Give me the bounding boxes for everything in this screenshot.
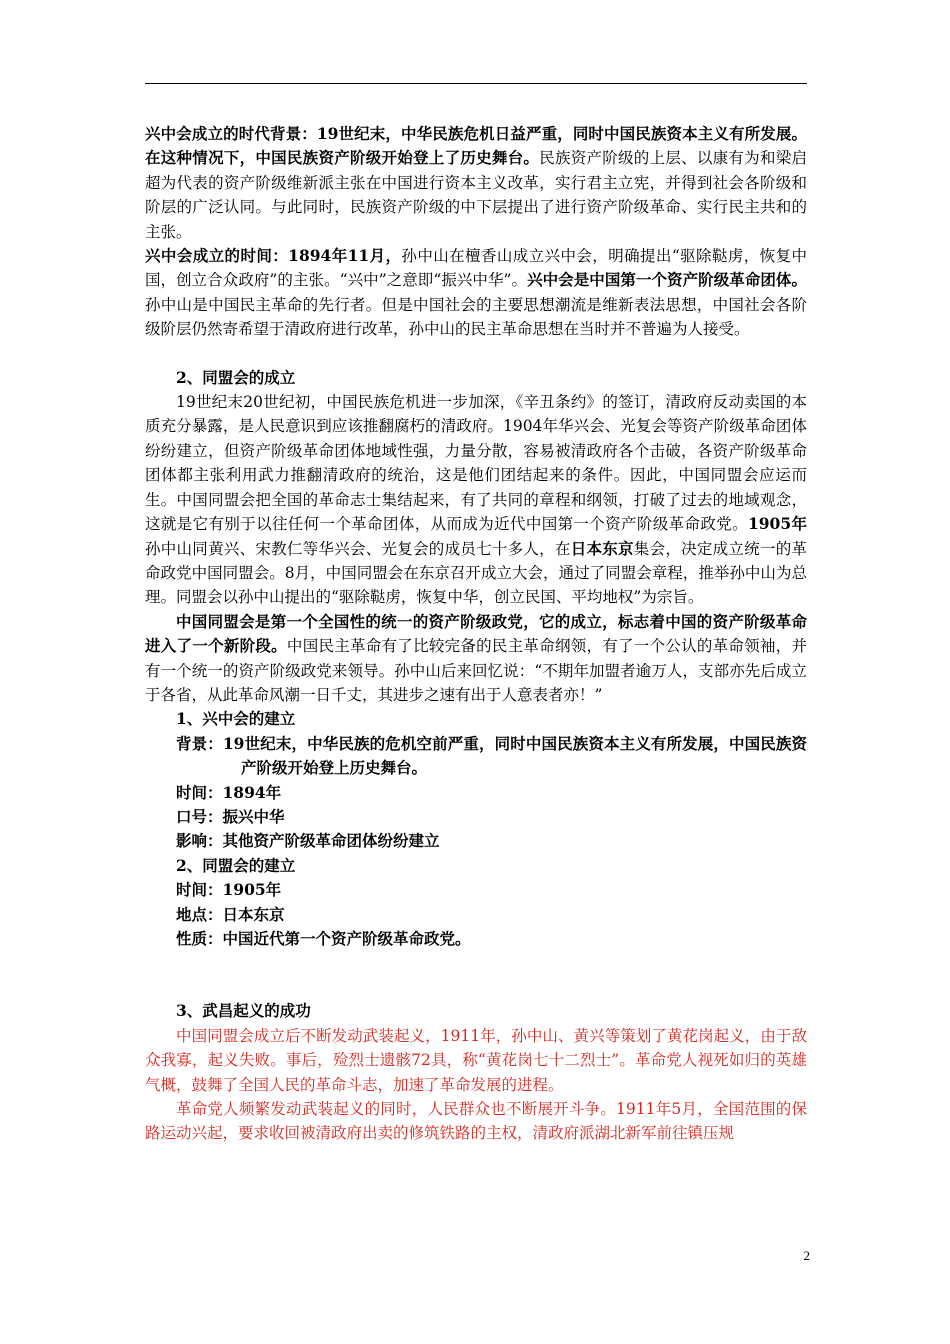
document-body xyxy=(145,122,807,1146)
bold-text: 日本东京 xyxy=(570,538,634,558)
body-text: 孙中山在檀香山成立兴中会，明确提出“驱除鞑虏，恢复中国，创立合众政府”的主张。“兴中”之意即“振兴中华”。 xyxy=(145,247,807,290)
summary-background xyxy=(145,732,807,781)
body-text: 民族资产阶级的上层、以康有为和梁启超为代表的资产阶级维新派主张在中国进行资本主义改革，实行君主立宪，并得到社会各阶级和阶层的广泛认同。与此同时，民族资产阶级的中下层提出了进行资产阶级革命、实行民主共和的主张。 xyxy=(145,149,807,241)
body-text: 中国民主革命有了比较完备的民主革命纲领，有了一个公认的革命领袖，并有一个统一的资产阶级政党来领导。孙中山后来回忆说：“不期年加盟者逾万人，支部亦先后成立于各省，从此革命风潮一日千丈，其进步之速有出于人意表者亦！” xyxy=(145,637,807,704)
summary-heading-2: 2、同盟会的建立 xyxy=(176,855,296,875)
paragraph-tongmenghui-significance xyxy=(145,610,807,708)
paragraph-huanghuagang: 中国同盟会成立后不断发动武装起义，1911年，孙中山、黄兴等策划了黄花岗起义，由于敌众我寡，起义失败。事后，殓烈士遗骸72具，称“黄花岗七十二烈士”。革命党人视死如归的英雄气概，鼓舞了全国人民的革命斗志，加速了革命发展的进程。 xyxy=(145,1026,807,1094)
paragraph-tongmenghui-founding xyxy=(145,390,807,610)
body-text: 集会，决定成立统一的革命政党中国同盟会。8月，中国同盟会在东京召开成立大会，通过了同盟会章程，推举孙中山为总理。同盟会以孙中山提出的“驱除鞑虏，恢复中华，创立民国、平均地权”为宗旨。 xyxy=(145,539,807,607)
bold-text: 中国同盟会是第一个全国性的统一的资产阶级政党，它的成立，标志着中国的资产阶级革命进入了一个新阶段。 xyxy=(145,611,807,656)
page-number: 2 xyxy=(803,1248,810,1263)
header-rule xyxy=(145,83,807,84)
summary-impact: 影响：其他资产阶级革命团体纷纷建立 xyxy=(176,831,440,851)
bold-text: 背景： xyxy=(176,733,223,753)
summary-slogan: 口号：振兴中华 xyxy=(176,806,285,826)
bold-text: 兴中会成立的时代背景：19世纪末，中华民族危机日益严重，同时中国民族资本主义有所发展。在这种情况下，中国民族资产阶级开始登上了历史舞台。 xyxy=(145,124,807,168)
paragraph-xingzhonghui-time xyxy=(145,244,807,342)
summary-nature: 性质：中国近代第一个资产阶级革命政党。 xyxy=(176,929,471,948)
summary-heading-1: 1、兴中会的建立 xyxy=(176,709,296,729)
body-text: 孙中山是中国民主革命的先行者。但是中国社会的主要思想潮流是维新表法思想，中国社会各阶级阶层仍然寄希望于清政府进行改革，孙中山的民主革命思想在当时并不普遍为人接受。 xyxy=(145,295,807,339)
summary-time-2: 时间：1905年 xyxy=(176,880,282,900)
bold-text: 19世纪末，中华民族的危机空前严重，同时中国民族资本主义有所发展，中国民族资产阶级开始登上历史舞台。 xyxy=(222,733,807,778)
paragraph-xingzhonghui-background xyxy=(145,122,807,244)
bold-text: 兴中会成立的时间：1894年11月， xyxy=(145,246,402,266)
section-heading-wuchang: 3、武昌起义的成功 xyxy=(176,1001,311,1021)
bold-text: 兴中会是中国第一个资产阶级革命团体。 xyxy=(527,270,807,290)
summary-place: 地点：日本东京 xyxy=(176,904,285,924)
body-text: 19世纪末20世纪初，中国民族危机进一步加深，《辛丑条约》的签订，清政府反动卖国的本质充分暴露，是人民意识到应该推翻腐朽的清政府。1904年华兴会、光复会等资产阶级革命团体纷纷建立，但资产阶级革命团体地域性强，力量分散，容易被清政府各个击破，各资产阶级革命团体都主张利用武力推翻清政府的统治，这是他们团结起来的条件。因此，中国同盟会应运而生。中国同盟会把全国的革命志士集结起来，有了共同的章程和纲领，打破了过去的地域观念，这就是它有别于以往任何一个革命团体，从而成为近代中国第一个资产阶级革命政党。 xyxy=(145,393,807,534)
section-heading-tongmenghui: 2、同盟会的成立 xyxy=(176,367,296,387)
paragraph-baolu-movement: 革命党人频繁发动武装起义的同时，人民群众也不断展开斗争。1911年5月，全国范围的保路运动兴起，要求收回被清政府出卖的修筑铁路的主权，清政府派湖北新军前往镇压规 xyxy=(145,1100,807,1143)
bold-text: 1905年 xyxy=(747,514,807,534)
summary-time-1: 时间：1894年 xyxy=(176,782,282,802)
body-text: 孙中山同黄兴、宋教仁等华兴会、光复会的成员七十多人，在 xyxy=(145,539,571,558)
